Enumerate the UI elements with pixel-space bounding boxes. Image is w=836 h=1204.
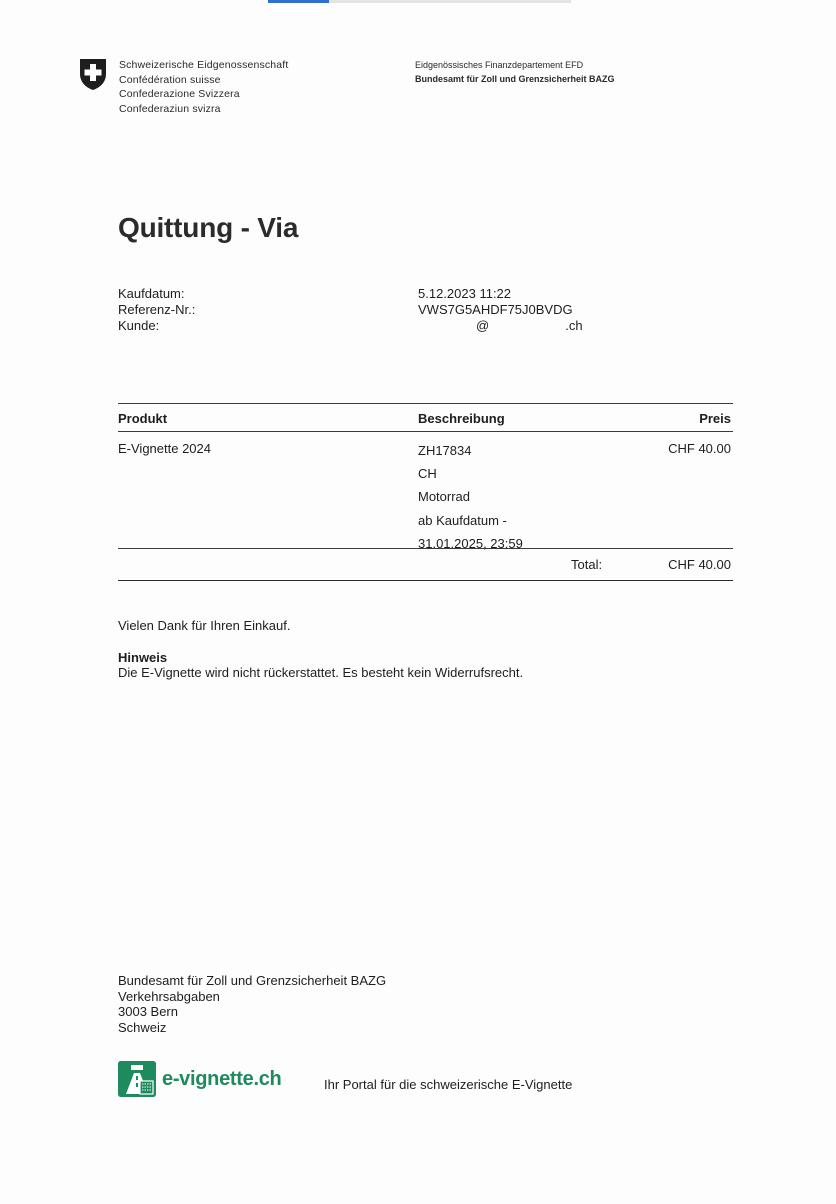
column-header-product: Produkt [118, 411, 168, 426]
hint-title: Hinweis [118, 650, 168, 665]
table-body-rule [118, 548, 733, 549]
customer-at-sign: @ [476, 318, 490, 333]
federal-names [119, 58, 288, 116]
description-line: 31.01.2025, 23:59 [418, 535, 523, 551]
purchase-date-value: 5.12.2023 11:22 [418, 286, 512, 301]
department-block [415, 58, 615, 86]
reference-label: Referenz-Nr.: [118, 302, 196, 317]
address-line: Bundesamt für Zoll und Grenzsicherheit BAZG [118, 973, 387, 988]
description-line: ZH17834 [418, 443, 472, 458]
description-line: Motorrad [418, 489, 471, 505]
federal-name-rm: Confederaziun svizra [119, 102, 221, 115]
customer-value [418, 318, 583, 334]
table-header-rule [118, 431, 733, 432]
row-product: E-Vignette 2024 [118, 441, 211, 456]
address-line: 3003 Bern [118, 1004, 178, 1019]
address-line: Verkehrsabgaben [118, 988, 220, 1004]
federal-name-it: Confederazione Svizzera [119, 88, 240, 101]
row-description [418, 439, 523, 555]
sender-address [118, 973, 386, 1035]
meta-values [418, 286, 583, 334]
top-progress-fill [268, 0, 329, 3]
total-value: CHF 40.00 [668, 557, 731, 572]
table-bottom-rule [118, 580, 733, 581]
e-vignette-logo-text: e-vignette.ch [162, 1068, 282, 1090]
table-top-rule [118, 403, 733, 404]
column-header-price: Preis [699, 411, 731, 426]
total-label: Total: [571, 557, 603, 572]
federal-name-de: Schweizerische Eidgenossenschaft [119, 59, 289, 71]
column-header-description: Beschreibung [418, 411, 505, 426]
description-line: ab Kaufdatum - [418, 512, 507, 528]
department-name: Eidgenössisches Finanzdepartement EFD [415, 60, 584, 70]
page-title: Quittung - Via [118, 212, 299, 243]
customer-label: Kunde: [118, 318, 160, 333]
purchase-date-label: Kaufdatum: [118, 286, 185, 301]
reference-value: VWS7G5AHDF75J0BVDG [418, 302, 573, 317]
description-line: CH [418, 466, 437, 482]
top-progress-bar [268, 0, 571, 3]
portal-tagline: Ihr Portal für die schweizerische E-Vignette [324, 1077, 573, 1092]
row-price: CHF 40.00 [668, 441, 731, 456]
meta-labels [118, 286, 195, 334]
swiss-crest-icon [79, 57, 107, 91]
hint-text: Die E-Vignette wird nicht rückerstattet. Es besteht kein Widerrufsrecht. [118, 665, 524, 680]
thank-you-text: Vielen Dank für Ihren Einkauf. [118, 618, 291, 633]
customer-domain-suffix: .ch [565, 318, 583, 333]
e-vignette-logo-icon [118, 1061, 156, 1097]
federal-name-fr: Confédération suisse [119, 73, 221, 86]
address-line: Schweiz [118, 1019, 167, 1035]
office-name: Bundesamt für Zoll und Grenzsicherheit BAZG [415, 74, 615, 84]
